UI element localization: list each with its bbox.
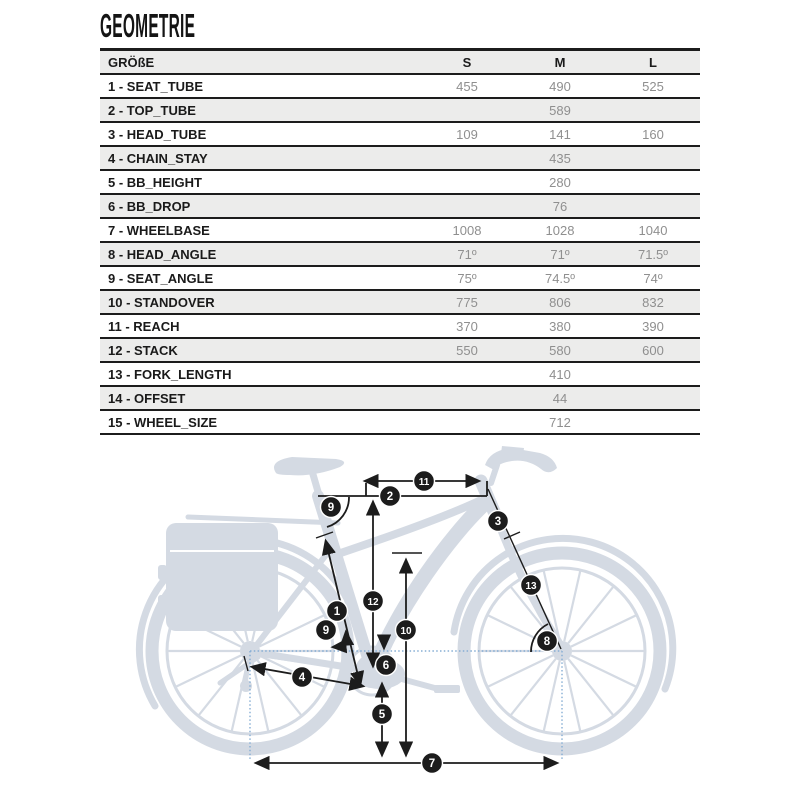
column-header-l: L	[649, 54, 657, 70]
row-value: 74º	[643, 270, 663, 286]
row-value: 76	[552, 198, 568, 214]
callout-10	[396, 620, 417, 641]
callout-2	[380, 486, 401, 507]
page-content	[100, 9, 700, 798]
saddle	[274, 457, 344, 495]
row-value: 44	[552, 390, 568, 406]
svg-text:4: 4	[298, 672, 306, 684]
row-value: 410	[549, 366, 571, 382]
geometry-table	[100, 48, 700, 435]
row-label: 12 - STACK	[108, 342, 178, 358]
svg-text:10: 10	[400, 626, 412, 637]
row-label: 5 - BB_HEIGHT	[108, 174, 202, 190]
svg-text:1: 1	[333, 606, 341, 618]
row-value: 1028	[545, 222, 575, 238]
svg-text:8: 8	[543, 636, 551, 648]
row-value: 435	[549, 150, 571, 166]
callout-8	[537, 631, 558, 652]
row-value: 775	[456, 294, 478, 310]
table-row	[100, 411, 700, 435]
row-value: 525	[642, 78, 664, 94]
table-row	[100, 147, 700, 171]
table-row	[100, 195, 700, 219]
page-title: GEOMETRIE	[100, 7, 196, 44]
svg-text:11: 11	[418, 477, 430, 488]
row-value: 74.5º	[544, 270, 576, 286]
row-value: 71º	[550, 246, 570, 262]
table-row	[100, 291, 700, 315]
svg-text:5: 5	[378, 709, 386, 721]
row-value: 280	[549, 174, 571, 190]
row-value: 380	[549, 318, 571, 334]
callout-11	[414, 471, 435, 492]
row-value: 600	[642, 342, 664, 358]
diagram-wrap	[100, 443, 700, 798]
row-label: 13 - FORK_LENGTH	[108, 366, 232, 382]
svg-text:13: 13	[525, 581, 537, 592]
row-label: 8 - HEAD_ANGLE	[108, 246, 217, 262]
row-label: 3 - HEAD_TUBE	[108, 126, 207, 142]
callout-9	[316, 620, 337, 641]
bike-geometry-diagram	[100, 443, 700, 793]
row-value: 71.5º	[637, 246, 669, 262]
row-value: 1008	[452, 222, 482, 238]
row-value: 1040	[638, 222, 668, 238]
column-header-m: M	[554, 54, 566, 70]
size-header: GRÖßE	[108, 54, 155, 70]
column-header-s: S	[462, 54, 472, 70]
row-value: 160	[642, 126, 664, 142]
table-row	[100, 75, 700, 99]
callout-6	[376, 655, 397, 676]
title-wrap	[100, 9, 700, 43]
svg-text:9: 9	[327, 502, 335, 514]
row-label: 4 - CHAIN_STAY	[108, 150, 208, 166]
row-label: 9 - SEAT_ANGLE	[108, 270, 214, 286]
derailleur	[220, 653, 258, 692]
svg-text:2: 2	[386, 491, 394, 503]
row-value: 580	[549, 342, 571, 358]
table-row	[100, 99, 700, 123]
callout-markers	[292, 471, 558, 774]
frame	[252, 481, 563, 675]
row-value: 712	[549, 414, 571, 430]
row-label: 14 - OFFSET	[108, 390, 186, 406]
row-value: 109	[456, 126, 478, 142]
row-label: 6 - BB_DROP	[108, 198, 191, 214]
table-row	[100, 267, 700, 291]
table-header-row	[100, 51, 700, 75]
row-label: 1 - SEAT_TUBE	[108, 78, 204, 94]
handlebar	[485, 446, 557, 483]
table-row	[100, 123, 700, 147]
row-label: 7 - WHEELBASE	[108, 222, 210, 238]
table-row	[100, 363, 700, 387]
row-value: 550	[456, 342, 478, 358]
svg-text:12: 12	[367, 597, 379, 608]
callout-9	[321, 497, 342, 518]
callout-7	[422, 753, 443, 774]
geometry-table-body	[100, 75, 700, 435]
row-value: 806	[549, 294, 571, 310]
svg-text:6: 6	[382, 660, 390, 672]
svg-text:9: 9	[322, 625, 330, 637]
row-value: 75º	[457, 270, 477, 286]
row-label: 11 - REACH	[108, 318, 180, 334]
callout-4	[292, 667, 313, 688]
table-row	[100, 219, 700, 243]
row-value: 71º	[457, 246, 477, 262]
svg-text:3: 3	[494, 516, 502, 528]
row-value: 832	[642, 294, 664, 310]
row-label: 10 - STANDOVER	[108, 294, 215, 310]
row-label: 2 - TOP_TUBE	[108, 102, 196, 118]
row-value: 141	[549, 126, 571, 142]
table-row	[100, 339, 700, 363]
row-value: 490	[549, 78, 571, 94]
callout-5	[372, 704, 393, 725]
callout-12	[363, 591, 384, 612]
table-row	[100, 315, 700, 339]
table-row	[100, 387, 700, 411]
callout-13	[521, 575, 542, 596]
callout-1	[327, 601, 348, 622]
table-row	[100, 171, 700, 195]
svg-text:7: 7	[428, 758, 436, 770]
row-value: 589	[549, 102, 571, 118]
row-value: 455	[456, 78, 478, 94]
row-value: 390	[642, 318, 664, 334]
callout-3	[488, 511, 509, 532]
table-row	[100, 243, 700, 267]
row-value: 370	[456, 318, 478, 334]
row-label: 15 - WHEEL_SIZE	[108, 414, 218, 430]
